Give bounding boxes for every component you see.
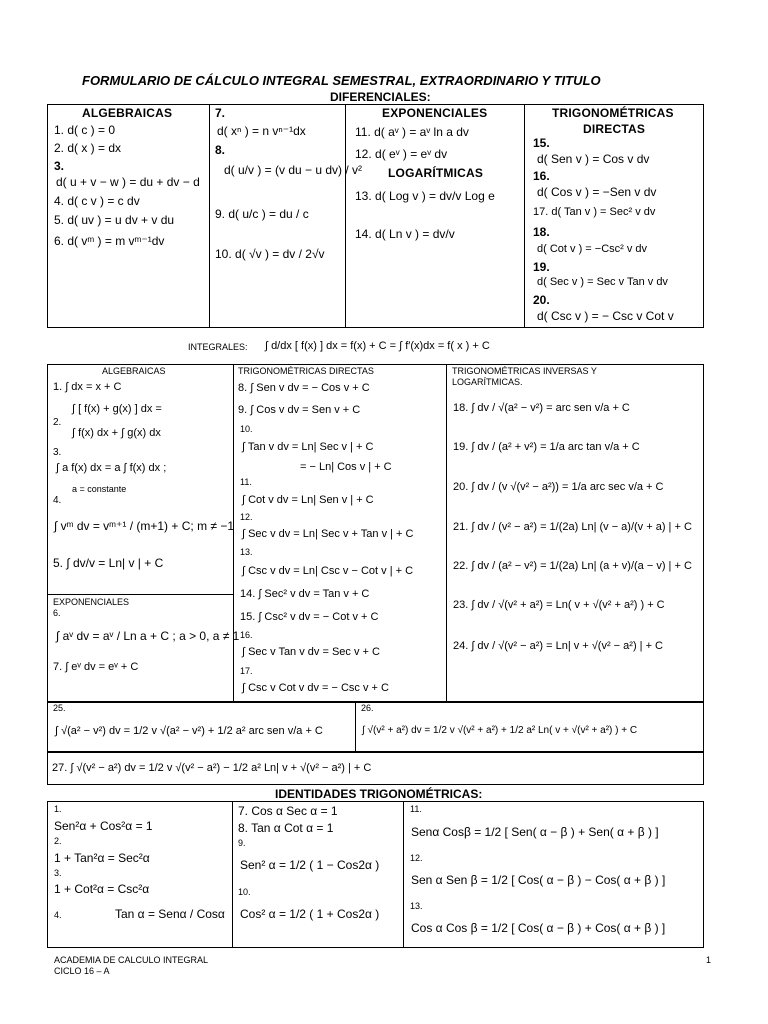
formula: ∫ a f(x) dx = a ∫ f(x) dx ;: [56, 462, 167, 474]
integrales-definition: ∫ d/dx [ f(x) ] dx = f(x) + C = ∫ f′(x)dx = f( x ) + C: [265, 340, 490, 352]
int-trig-directas-header: TRIGONOMÉTRICAS DIRECTAS: [238, 366, 374, 376]
formula-number: 6.: [53, 608, 61, 618]
divider: [233, 364, 234, 702]
formula-number: 11.: [410, 804, 422, 814]
formula-27: 27. ∫ √(v² − a²) dv = 1/2 v √(v² − a²) − 1/2 a² Ln| v + √(v² − a²) | + C: [52, 762, 372, 774]
formula: 24. ∫ dv / √(v² − a²) = Ln| v + √(v² − a²) | + C: [453, 640, 664, 652]
formula: Sen² α = 1/2 ( 1 − Cos2α ): [240, 858, 380, 872]
note: a = constante: [72, 484, 127, 494]
int-trig-inversas-header-b: LOGARÍTMICAS.: [452, 377, 523, 387]
formula: d( u + v − w ) = du + dv − d: [56, 175, 200, 189]
formula: 1. ∫ dx = x + C: [53, 381, 122, 393]
formula: d( Cot v ) = −Csc² v dv: [537, 243, 648, 255]
formula-number: 3.: [54, 868, 62, 878]
formula: ∫ Sec v dv = Ln| Sec v + Tan v | + C: [242, 528, 414, 540]
formula-number: 8.: [215, 143, 226, 157]
formula-number: 16.: [240, 630, 253, 640]
formula: 5. d( uv ) = u dv + v du: [54, 213, 175, 227]
integrales-label: INTEGRALES:: [188, 342, 248, 352]
divider: [403, 801, 404, 948]
formula-25: ∫ √(a² − v²) dv = 1/2 v √(a² − v²) + 1/2 a² arc sen v/a + C: [55, 725, 323, 737]
formula: Tan α = Senα / Cosα: [115, 907, 225, 921]
formula: 21. ∫ dv / (v² − a²) = 1/(2a) Ln| (v − a)/(v + a) | + C: [453, 521, 692, 533]
formula-number: 4.: [54, 910, 62, 920]
formula-number: 12.: [240, 512, 253, 522]
formula-number: 20.: [533, 293, 550, 307]
formula-number: 10.: [240, 424, 253, 434]
formula-number: 2.: [53, 417, 62, 428]
formula-number: 10.: [238, 887, 251, 897]
dif-logaritmicas-header: LOGARÍTMICAS: [388, 166, 484, 180]
formula: ∫ Sec v Tan v dv = Sec v + C: [242, 646, 380, 658]
formula: ∫ aᵛ dv = aᵛ / Ln a + C ; a > 0, a ≠ 1: [56, 629, 240, 643]
diferenciales-label: DIFERENCIALES:: [330, 90, 431, 104]
divider: [345, 104, 346, 328]
formula-number: 25.: [53, 703, 66, 713]
formula: ∫ vᵐ dv = vᵐ⁺¹ / (m+1) + C; m ≠ −1: [54, 519, 234, 533]
formula: 15. ∫ Csc² v dv = − Cot v + C: [240, 611, 379, 623]
formula: 1 + Tan²α = Sec²α: [54, 851, 150, 865]
divider: [209, 104, 210, 328]
formula: 2. d( x ) = dx: [54, 141, 122, 155]
page-number: 1: [706, 955, 712, 965]
formula: 5. ∫ dv/v = Ln| v | + C: [53, 556, 164, 570]
formula: 23. ∫ dv / √(v² + a²) = Ln( v + √(v² + a²) ) + C: [453, 599, 665, 611]
formula-number: 2.: [54, 836, 62, 846]
formula-number: 11.: [240, 477, 252, 487]
formula-number: 26.: [361, 703, 374, 713]
formula-number: 18.: [533, 225, 550, 239]
formula: 4. d( c v ) = c dv: [54, 194, 140, 208]
formula: Senα Cosβ = 1/2 [ Sen( α − β ) + Sen( α + β ) ]: [411, 825, 659, 839]
formula: 9. d( u/c ) = du / c: [215, 207, 309, 221]
dif-exponenciales-header: EXPONENCIALES: [382, 106, 488, 120]
formula-26: ∫ √(v² + a²) dv = 1/2 v √(v² + a²) + 1/2 a² Ln( v + √(v² + a²) ) + C: [362, 725, 638, 736]
divider: [47, 594, 233, 595]
formula: 11. d( aᵛ ) = aᵛ ln a dv: [355, 125, 469, 139]
formula-number: 7.: [215, 106, 226, 120]
formula: 10. d( √v ) = dv / 2√v: [215, 247, 325, 261]
formula-number: 3.: [53, 447, 62, 458]
formula: d( u/v ) = (v du − u dv) / v²: [224, 163, 363, 177]
formula-number: 3.: [54, 159, 65, 173]
formula: 1. d( c ) = 0: [54, 123, 116, 137]
footer-academia: ACADEMIA DE CALCULO INTEGRAL: [54, 955, 209, 965]
formula: d( xⁿ ) = n vⁿ⁻¹dx: [217, 124, 306, 138]
formula: 20. ∫ dv / (v √(v² − a²)) = 1/a arc sec v/a + C: [453, 481, 664, 493]
formula: 14. d( Ln v ) = dv/v: [355, 227, 455, 241]
formula: 13. d( Log v ) = dv/v Log e: [355, 189, 495, 203]
formula: Sen²α + Cos²α = 1: [54, 819, 153, 833]
formula: 1 + Cot²α = Csc²α: [54, 882, 150, 896]
formula: d( Csc v ) = − Csc v Cot v: [537, 309, 674, 323]
formula-number: 17.: [240, 666, 253, 676]
int-trig-inversas-header: TRIGONOMÉTRICAS INVERSAS Y: [452, 366, 597, 376]
formula: ∫ Cot v dv = Ln| Sen v | + C: [242, 494, 374, 506]
formula: 22. ∫ dv / (a² − v²) = 1/(2a) Ln| (a + v)/(a − v) | + C: [453, 560, 692, 572]
formula: d( Sec v ) = Sec v Tan v dv: [537, 276, 668, 288]
formula: 9. ∫ Cos v dv = Sen v + C: [238, 404, 361, 416]
dif-trig-header: TRIGONOMÉTRICAS: [552, 106, 674, 120]
formula: 8. ∫ Sen v dv = − Cos v + C: [238, 382, 370, 394]
divider: [355, 702, 356, 752]
int-algebraicas-header: ALGEBRAICAS: [102, 366, 166, 376]
formula-number: 13.: [410, 901, 423, 911]
formula: d( Sen v ) = Cos v dv: [537, 152, 650, 166]
formula: ∫ [ f(x) + g(x) ] dx =: [72, 403, 162, 415]
divider: [446, 364, 447, 702]
formula: ∫ Csc v Cot v dv = − Csc v + C: [242, 682, 389, 694]
formula-number: 13.: [240, 547, 253, 557]
formula: 19. ∫ dv / (a² + v²) = 1/a arc tan v/a + C: [453, 441, 640, 453]
int-exponenciales-header: EXPONENCIALES: [53, 597, 130, 607]
formula-number: 15.: [533, 136, 550, 150]
formula-number: 16.: [533, 169, 550, 183]
dif-algebraicas-header: ALGEBRAICAS: [82, 106, 173, 120]
formula: d( Cos v ) = −Sen v dv: [537, 185, 657, 199]
formula: 17. d( Tan v ) = Sec² v dv: [533, 206, 656, 218]
formula-number: 1.: [54, 804, 62, 814]
identidades-label: IDENTIDADES TRIGONOMÉTRICAS:: [275, 787, 483, 801]
formula: Sen α Sen β = 1/2 [ Cos( α − β ) − Cos( α + β ) ]: [411, 873, 666, 887]
formula: 12. d( eᵛ ) = eᵛ dv: [355, 147, 448, 161]
formula: 14. ∫ Sec² v dv = Tan v + C: [240, 588, 370, 600]
formula: 18. ∫ dv / √(a² − v²) = arc sen v/a + C: [453, 402, 630, 414]
page-title: FORMULARIO DE CÁLCULO INTEGRAL SEMESTRAL, EXTRAORDINARIO Y TITULO: [82, 73, 601, 88]
formula: 7. ∫ eᵛ dv = eᵛ + C: [53, 661, 139, 673]
formula: ∫ f(x) dx + ∫ g(x) dx: [72, 427, 161, 439]
formula: ∫ Tan v dv = Ln| Sec v | + C: [242, 441, 374, 453]
dif-trig-header-b: DIRECTAS: [583, 122, 646, 136]
footer-ciclo: CICLO 16 – A: [54, 966, 110, 976]
formula: Cos² α = 1/2 ( 1 + Cos2α ): [240, 907, 380, 921]
formula-number: 19.: [533, 260, 550, 274]
divider: [524, 104, 525, 328]
formula: ∫ Csc v dv = Ln| Csc v − Cot v | + C: [242, 565, 414, 577]
formula-number: 9.: [238, 838, 246, 848]
formula-number: 4.: [53, 495, 62, 506]
formula-number: 12.: [410, 853, 423, 863]
formula: Cos α Cos β = 1/2 [ Cos( α − β ) + Cos( α + β ) ]: [411, 921, 666, 935]
formula: 8. Tan α Cot α = 1: [238, 821, 334, 835]
formula: = − Ln| Cos v | + C: [300, 461, 392, 473]
formula: 7. Cos α Sec α = 1: [238, 804, 338, 818]
divider: [232, 801, 233, 948]
formula: 6. d( vᵐ ) = m vᵐ⁻¹dv: [54, 234, 165, 248]
